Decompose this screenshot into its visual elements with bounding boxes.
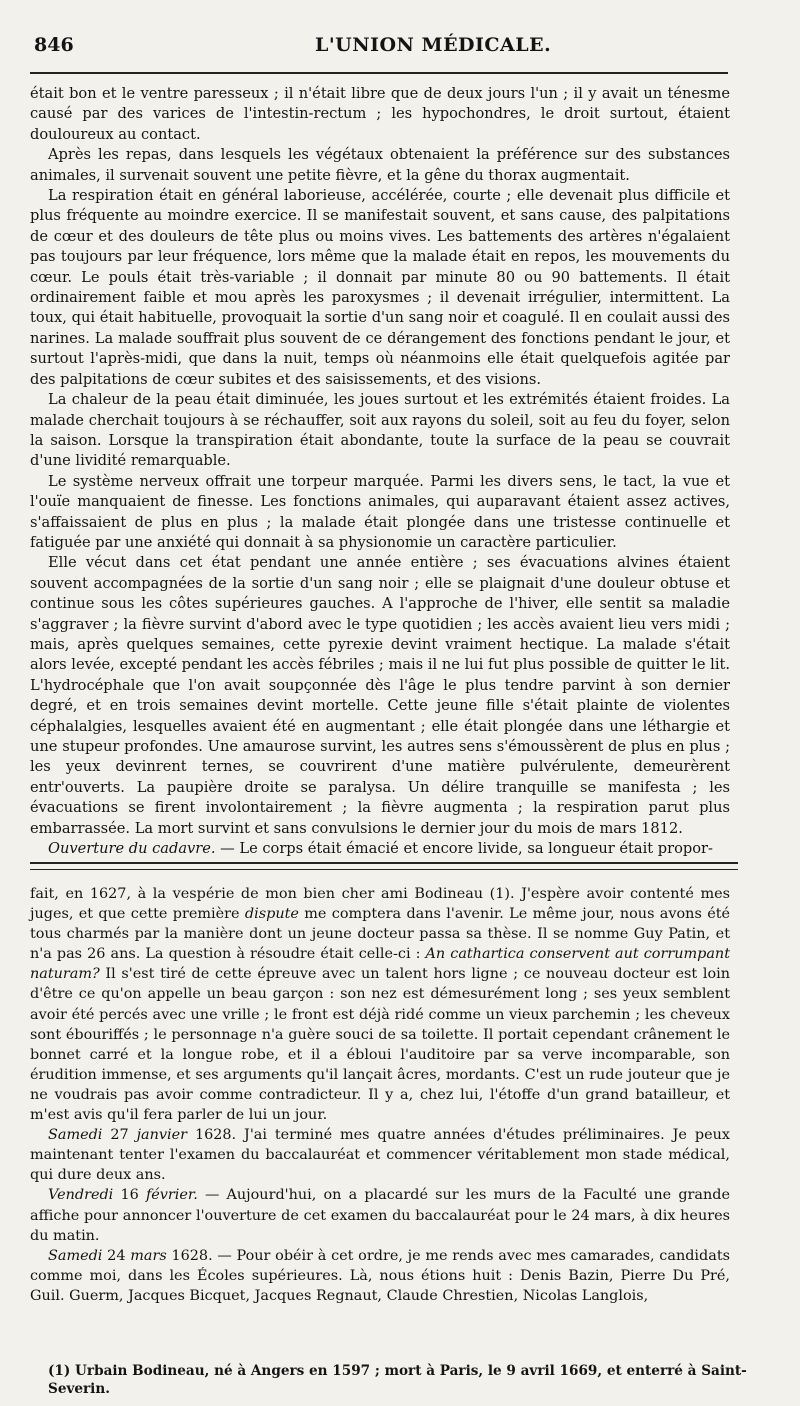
italic-run: Samedi xyxy=(48,1127,103,1144)
italic-run: Samedi xyxy=(48,1247,103,1264)
paragraph: était bon et le ventre paresseux ; il n'était libre que de deux jours l'un ; il y avait un ténesme causé par des varices de l'intestin-rectum ; les hypochondres, le droit surtout, étaient douloureux au contact. xyxy=(30,85,730,143)
italic-run: février. xyxy=(145,1187,198,1204)
text-run: fait, en 1627, à la vespérie de mon bien cher ami Bodineau (1). J'espère avoir contenté mes juges, et que cette première xyxy=(30,886,730,923)
text-run: 24 xyxy=(102,1247,131,1264)
paragraph xyxy=(30,1246,730,1306)
text-run: — Aujourd'hui, on a placardé sur les murs de la Faculté une grande affiche pour annoncer l'ouverture de cet examen du baccalauréat pour le 24 mars, à dix heures du matin. xyxy=(30,1187,730,1244)
header-rule xyxy=(30,72,728,74)
feuilleton-article xyxy=(30,884,730,1306)
paragraph: Elle vécut dans cet état pendant une année entière ; ses évacuations alvines étaient souvent accompagnées de la sortie d'un sang noir ; elle se plaignait d'une douleur obtuse et continue sous les côtes supérieures gauches. A l'approche de l'hiver, elle sentit sa maladie s'aggraver ; la fièvre survint d'abord avec le type quotidien ; les accès avaient lieu vers midi ; mais, après quelques semaines, cette pyrexie devint vraiment hectique. La malade s'était alors levée, excepté pendant les accès fébriles ; mais il ne lui fut plus possible de quitter le lit. L'hydrocéphale que l'on avait soupçonnée dès l'âge le plus tendre parvint à son dernier degré, et en trois semaines devint mortelle. Cette jeune fille s'était plainte de violentes céphalalgies, lesquelles avaient été en augmentant ; elle était plongée dans une léthargie et une stupeur profondes. Une amaurose survint, les autres sens s'émoussèrent de plus en plus ; les yeux devinrent ternes, se couvrirent d'une matière pulvérulente, demeurèrent entr'ouverts. La paupière droite se paralysa. Un délire tranquille se manifesta ; les évacuations se firent involontairement ; la fièvre augmenta ; la respiration parut plus embarrassée. La mort survint et sans convulsions le dernier jour du mois de mars 1812. xyxy=(30,554,730,837)
feuilleton-rule xyxy=(30,862,738,870)
text-run: me comptera dans l'avenir. Le même jour, nous avons été tous charmés par la manière dont un jeune docteur passa sa thèse. Il se nomme Guy Patin, et n'a pas 26 ans. La question à résoudre était celle-ci : xyxy=(30,906,731,963)
italic-run: mars xyxy=(130,1247,167,1264)
text-run: 16 xyxy=(113,1187,146,1204)
running-title: L'UNION MÉDICALE. xyxy=(315,34,552,56)
paragraph: Après les repas, dans lesquels les végétaux obtenaient la préférence sur des substances animales, il survenait souvent une petite fièvre, et la gêne du thorax augmentait. xyxy=(30,146,730,184)
page-header xyxy=(30,34,730,64)
footnote: (1) Urbain Bodineau, né à Angers en 1597 ; mort à Paris, le 9 avril 1669, et enterré à Saint-Severin. xyxy=(48,1363,747,1397)
italic-run: dispute xyxy=(244,906,299,923)
paragraph: Le système nerveux offrait une torpeur marquée. Parmi les divers sens, le tact, la vue et l'ouïe manquaient de finesse. Les fonctions animales, qui auparavant étaient assez actives, s'affaissaient de plus en plus ; la malade était plongée dans une tristesse continuelle et fatiguée par une anxiété qui donnait à sa physionomie un caractère particulier. xyxy=(30,472,730,551)
text-run: 1628. J'ai terminé mes quatre années d'études préliminaires. Je peux maintenant tenter l'examen du baccalauréat et commencer véritablement mon stade médical, qui dure deux ans. xyxy=(30,1127,730,1184)
italic-run: janvier xyxy=(136,1127,188,1144)
paragraph xyxy=(30,884,730,1125)
paragraph xyxy=(30,1185,730,1245)
paragraph xyxy=(30,839,730,859)
text-run: 1628. — Pour obéir à cet ordre, je me rends avec mes camarades, candidats comme moi, dans les Écoles supérieures. Là, nous étions huit : Denis Bazin, Pierre Du Pré, Guil. Guerm, Jacques Bicquet, Jacques Regnaut, Claude Chrestien, Nicolas Langlois, xyxy=(30,1247,730,1304)
paragraph: La respiration était en général laborieuse, accélérée, courte ; elle devenait plus difficile et plus fréquente au moindre exercice. Il se manifestait souvent, et sans cause, des palpitations de cœur et des douleurs de tête plus ou moins vives. Les battements des artères n'égalaient pas toujours par leur fréquence, lors même que la malade était en repos, les mouvements du cœur. Le pouls était très-variable ; il donnait par minute 80 ou 90 battements. Il était ordinairement faible et mou après les paroxysmes ; il devenait irrégulier, intermittent. La toux, qui était habituelle, provoquait la sortie d'un sang noir et coagulé. Il en coulait aussi des narines. La malade souffrait plus souvent de ce dérangement des fonctions pendant le jour, et surtout l'après-midi, que dans la nuit, temps où néanmoins elle était quelquefois agitée par des palpitations de cœur subites et des saisissements, et des visions. xyxy=(30,187,730,388)
text-run: Il s'est tiré de cette épreuve avec un talent hors ligne ; ce nouveau docteur est loin d'être ce qu'on appelle un beau garçon : son nez est démesurément long ; ses yeux semblent avoir été percés avec une vrille ; le front est déjà ridé comme un vieux parchemin ; les cheveux sont ébouriffés ; le personnage n'a guère souci de sa toilette. Il portait cependant crânement le bonnet carré et la longue robe, et il a ébloui l'auditoire par sa verve incomparable, son érudition immense, et ses arguments qu'il lançait âcres, mordants. C'est un rude jouteur que je ne voudrais pas avoir comme contradicteur. Il y a, chez lui, l'étoffe d'un grand batailleur, et m'est avis qu'il fera parler de lui un jour. xyxy=(30,966,730,1124)
paragraph: La chaleur de la peau était diminuée, les joues surtout et les extrémités étaient froides. La malade cherchait toujours à se réchauffer, soit aux rayons du soleil, soit au feu du foyer, selon la saison. Lorsque la transpiration était abondante, toute la surface de la peau se couvrait d'une lividité remarquable. xyxy=(30,391,730,470)
page-number: 846 xyxy=(34,34,74,56)
text-run: 27 xyxy=(102,1127,137,1144)
section-heading-italic: Ouverture du cadavre. xyxy=(48,840,216,858)
upper-article xyxy=(30,84,730,859)
paragraph xyxy=(30,1125,730,1185)
italic-run: Vendredi xyxy=(48,1187,114,1204)
paragraph-text: — Le corps était émacié et encore livide, sa longueur était propor- xyxy=(215,840,713,858)
italic-run: An cathartica conservent aut corrumpant naturam? xyxy=(30,946,730,983)
